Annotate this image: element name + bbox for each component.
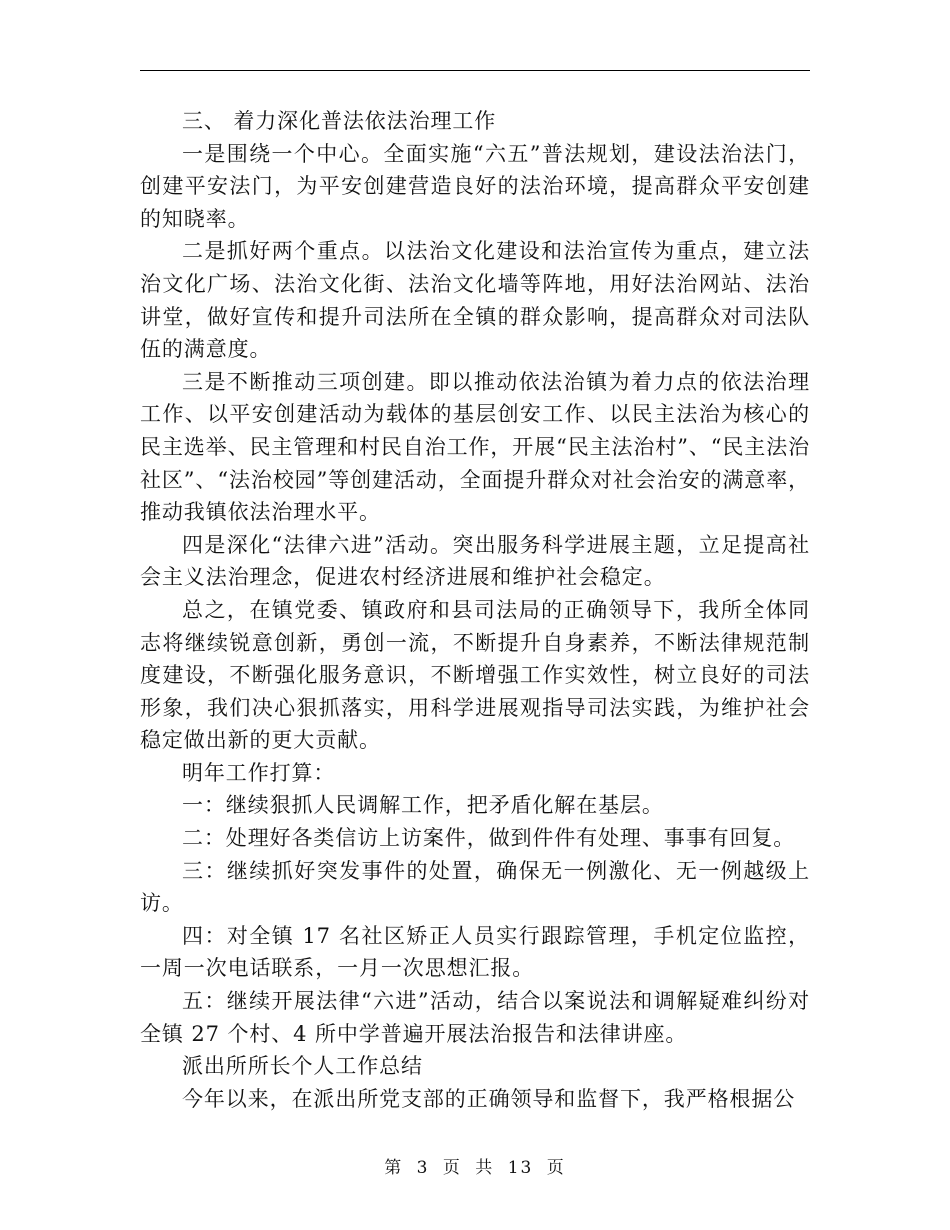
page-number: 第 3 页 共 13 页 (384, 1158, 566, 1178)
document-body (140, 105, 810, 1115)
plan-item: 一：继续狠抓人民调解工作，把矛盾化解在基层。 (182, 793, 664, 818)
plan-item: 五：继续开展法律“六进”活动，结合以案说法和调解疑难纠纷对全镇 27 个村、4 所中学普遍开展法治报告和法律讲座。 (140, 989, 810, 1046)
plan-heading: 明年工作打算： (182, 760, 336, 785)
paragraph: 一是围绕一个中心。全面实施“六五”普法规划，建设法治法门，创建平安法门，为平安创建营造良好的法治环境，提高群众平安创建的知晓率。 (140, 141, 810, 231)
paragraph: 今年以来，在派出所党支部的正确领导和监督下，我严格根据公 (182, 1086, 796, 1111)
paragraph: 总之，在镇党委、镇政府和县司法局的正确领导下，我所全体同志将继续锐意创新，勇创一流，不断提升自身素养，不断法律规范制度建设，不断强化服务意识，不断增强工作实效性，树立良好的司法形象，我们决心狠抓落实，用科学进展观指导司法实践，为维护社会稳定做出新的更大贡献。 (140, 597, 810, 753)
paragraph: 三是不断推动三项创建。即以推动依法治镇为着力点的依法治理工作、以平安创建活动为载体的基层创安工作、以民主法治为核心的民主选举、民主管理和村民自治工作，开展“民主法治村”、“民主法治社区”、“法治校园”等创建活动，全面提升群众对社会治安的满意率，推动我镇依法治理水平。 (140, 369, 811, 525)
section-heading: 三、 着力深化普法依法治理工作 (182, 109, 497, 133)
paragraph: 二是抓好两个重点。以法治文化建设和法治宣传为重点，建立法治文化广场、法治文化街、法治文化墙等阵地，用好法治网站、法治讲堂，做好宣传和提升司法所在全镇的群众影响，提高群众对司法队伍的满意度。 (140, 239, 810, 362)
section-title: 派出所所长个人工作总结 (182, 1054, 423, 1079)
plan-item: 二：处理好各类信访上访案件，做到件件有处理、事事有回复。 (182, 826, 796, 851)
header-rule (140, 70, 810, 71)
paragraph: 四是深化“法律六进”活动。突出服务科学进展主题，立足提高社会主义法治理念，促进农村经济进展和维护社会稳定。 (140, 532, 810, 590)
plan-item: 四：对全镇 17 名社区矫正人员实行跟踪管理，手机定位监控，一周一次电话联系，一月一次思想汇报。 (140, 923, 810, 981)
plan-item: 三：继续抓好突发事件的处置，确保无一例激化、无一例越级上访。 (140, 858, 810, 916)
